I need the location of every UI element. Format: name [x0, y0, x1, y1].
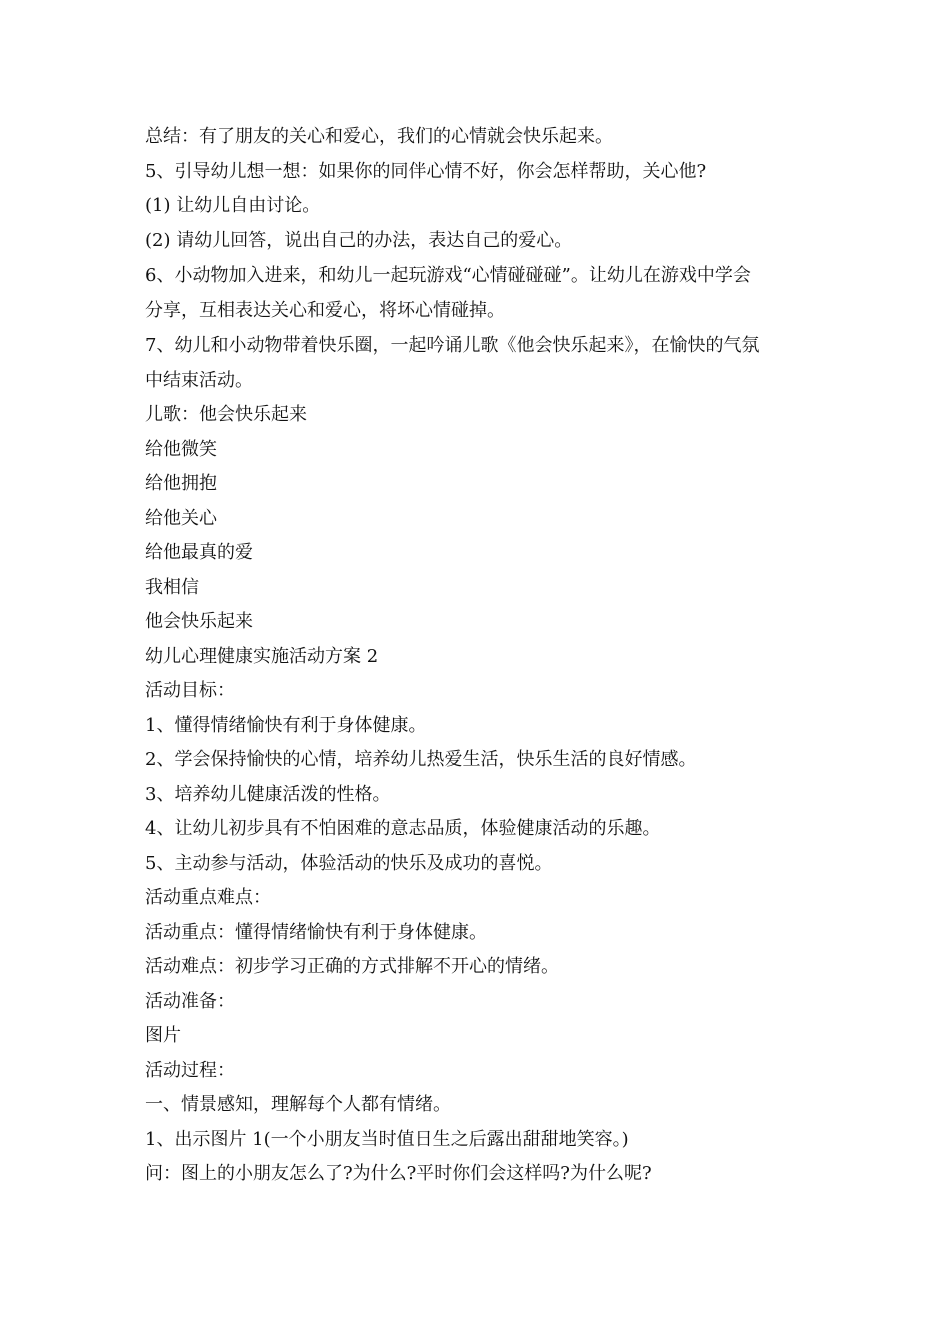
- song-title: 儿歌：他会快乐起来: [145, 404, 307, 425]
- process-question: 问：图上的小朋友怎么了?为什么?平时你们会这样吗?为什么呢?: [145, 1163, 652, 1184]
- goal-item: 2、学会保持愉快的心情，培养幼儿热爱生活，快乐生活的良好情感。: [145, 749, 697, 770]
- step-7-line-1: 7、幼儿和小动物带着快乐圈，一起吟诵儿歌《他会快乐起来》，在愉快的气氛: [145, 335, 760, 356]
- preparation-heading: 活动准备：: [145, 990, 235, 1012]
- summary-line: 总结：有了朋友的关心和爱心，我们的心情就会快乐起来。: [145, 126, 613, 147]
- song-line: 他会快乐起来: [145, 611, 253, 632]
- plan-2-heading: 幼儿心理健康实施活动方案 2: [145, 645, 379, 667]
- preparation-item: 图片: [145, 1025, 181, 1046]
- goals-heading: 活动目标：: [145, 680, 235, 701]
- song-line: 给他关心: [145, 507, 217, 529]
- step-6-line-2: 分享，互相表达关心和爱心，将坏心情碰掉。: [145, 300, 505, 321]
- goal-item: 4、让幼儿初步具有不怕困难的意志品质，体验健康活动的乐趣。: [145, 818, 661, 839]
- step-6-line-1: 6、小动物加入进来，和幼儿一起玩游戏“心情碰碰碰”。让幼儿在游戏中学会: [145, 265, 751, 286]
- process-step-1: 1、出示图片 1(一个小朋友当时值日生之后露出甜甜地笑容。): [145, 1128, 629, 1150]
- song-line: 给他拥抱: [145, 473, 217, 494]
- goal-item: 5、主动参与活动，体验活动的快乐及成功的喜悦。: [145, 852, 553, 874]
- difficulty: 活动难点：初步学习正确的方式排解不开心的情绪。: [145, 956, 559, 977]
- song-line: 给他最真的爱: [145, 542, 253, 563]
- key-points-heading: 活动重点难点：: [145, 887, 271, 908]
- song-line: 给他微笑: [145, 438, 217, 460]
- document-page: [145, 120, 810, 1192]
- process-heading: 活动过程：: [145, 1059, 235, 1081]
- key-point: 活动重点：懂得情绪愉快有利于身体健康。: [145, 921, 487, 943]
- sub-item-2: (2) 请幼儿回答，说出自己的办法，表达自己的爱心。: [145, 229, 573, 251]
- step-7-line-2: 中结束活动。: [145, 370, 253, 391]
- sub-item-1: (1) 让幼儿自由讨论。: [145, 195, 321, 216]
- process-section-1: 一、情景感知，理解每个人都有情绪。: [145, 1094, 451, 1115]
- step-5-line: 5、引导幼儿想一想：如果你的同伴心情不好，你会怎样帮助，关心他?: [145, 160, 707, 182]
- goal-item: 3、培养幼儿健康活泼的性格。: [145, 783, 391, 805]
- goal-item: 1、懂得情绪愉快有利于身体健康。: [145, 714, 427, 736]
- song-line: 我相信: [145, 576, 199, 598]
